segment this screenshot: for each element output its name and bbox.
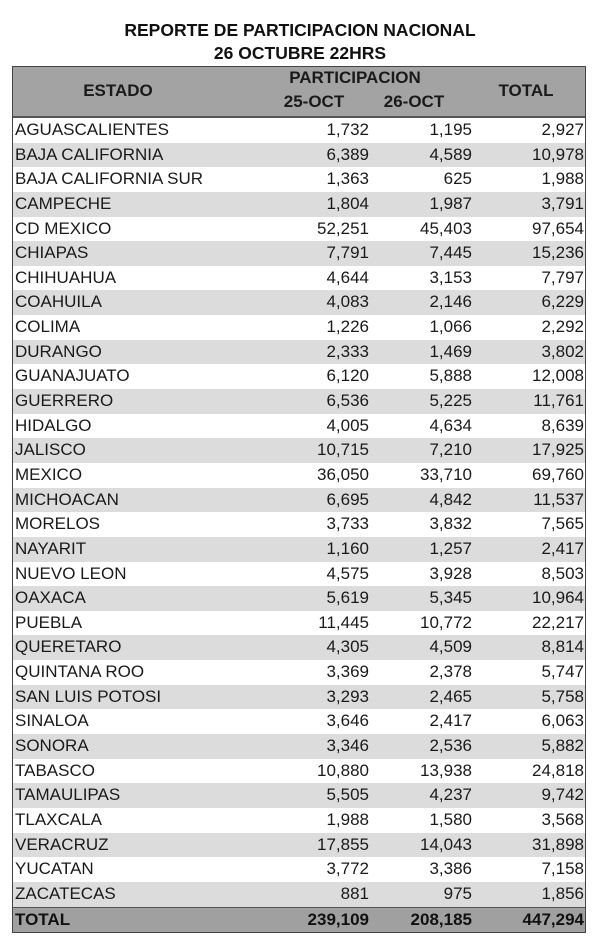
table-row bbox=[13, 463, 585, 488]
row-estado: AGUASCALIENTES bbox=[15, 120, 169, 139]
table-row bbox=[13, 364, 585, 389]
row-estado: PUEBLA bbox=[15, 612, 83, 632]
table-row bbox=[13, 586, 585, 611]
row-25-oct: 1,732 bbox=[326, 120, 369, 139]
row-total: 10,978 bbox=[532, 144, 584, 164]
row-26-oct: 4,842 bbox=[429, 489, 472, 509]
row-25-oct: 10,715 bbox=[317, 440, 369, 460]
row-25-oct: 36,050 bbox=[317, 464, 369, 484]
row-26-oct: 10,772 bbox=[420, 612, 472, 632]
row-total: 7,158 bbox=[541, 859, 584, 879]
row-26-oct: 5,888 bbox=[429, 366, 472, 386]
row-total: 15,236 bbox=[532, 243, 584, 263]
table-row bbox=[13, 882, 585, 907]
header-participacion: PARTICIPACION bbox=[289, 68, 421, 87]
row-total: 69,760 bbox=[532, 464, 584, 484]
row-estado: NAYARIT bbox=[15, 538, 87, 558]
row-26-oct: 4,237 bbox=[429, 785, 472, 805]
row-total: 8,639 bbox=[541, 415, 584, 435]
row-26-oct: 4,509 bbox=[429, 637, 472, 657]
row-total: 8,503 bbox=[541, 563, 584, 583]
table-row bbox=[13, 143, 585, 168]
row-25-oct: 52,251 bbox=[317, 218, 369, 238]
row-26-oct: 2,378 bbox=[429, 662, 472, 682]
row-25-oct: 6,536 bbox=[326, 391, 369, 411]
row-total: 8,814 bbox=[541, 637, 584, 657]
table-row bbox=[13, 340, 585, 365]
totals-row bbox=[13, 907, 585, 932]
row-total: 5,747 bbox=[541, 662, 584, 682]
table-body bbox=[13, 118, 585, 907]
row-total: 2,292 bbox=[541, 317, 584, 337]
row-total: 3,568 bbox=[541, 809, 584, 829]
table-row bbox=[13, 315, 585, 340]
row-25-oct: 7,791 bbox=[326, 243, 369, 263]
row-26-oct: 1,066 bbox=[429, 317, 472, 337]
row-estado: TAMAULIPAS bbox=[15, 785, 121, 805]
row-25-oct: 1,363 bbox=[326, 169, 369, 189]
row-26-oct: 3,832 bbox=[429, 514, 472, 534]
row-26-oct: 1,469 bbox=[429, 341, 472, 361]
row-total: 11,761 bbox=[533, 391, 584, 411]
table-row bbox=[13, 783, 585, 808]
row-26-oct: 45,403 bbox=[420, 218, 472, 238]
row-estado: YUCATAN bbox=[15, 859, 94, 879]
row-25-oct: 6,120 bbox=[326, 366, 369, 386]
header-estado: ESTADO bbox=[83, 81, 153, 100]
row-25-oct: 4,644 bbox=[326, 267, 369, 287]
row-estado: QUINTANA ROO bbox=[15, 662, 145, 682]
row-estado: GUERRERO bbox=[15, 391, 114, 411]
table-header bbox=[13, 67, 585, 118]
row-25-oct: 17,855 bbox=[317, 834, 369, 854]
row-total: 1,988 bbox=[541, 169, 584, 189]
table-row bbox=[13, 685, 585, 710]
row-25-oct: 1,804 bbox=[326, 193, 369, 213]
row-total: 9,742 bbox=[541, 785, 584, 805]
table-row bbox=[13, 167, 585, 192]
row-25-oct: 3,733 bbox=[326, 514, 369, 534]
row-25-oct: 4,083 bbox=[326, 292, 369, 312]
table-row bbox=[13, 512, 585, 537]
totals-25-oct: 239,109 bbox=[307, 909, 369, 929]
row-26-oct: 2,465 bbox=[429, 686, 472, 706]
report-title-line1: REPORTE DE PARTICIPACION NACIONAL bbox=[124, 20, 476, 40]
row-25-oct: 6,695 bbox=[326, 489, 369, 509]
participation-table bbox=[12, 66, 586, 933]
row-estado: VERACRUZ bbox=[15, 834, 109, 854]
row-26-oct: 2,536 bbox=[429, 736, 472, 756]
table-row bbox=[13, 192, 585, 217]
table-row bbox=[13, 808, 585, 833]
row-25-oct: 3,293 bbox=[326, 686, 369, 706]
row-total: 7,797 bbox=[541, 267, 584, 287]
row-25-oct: 1,160 bbox=[326, 538, 369, 558]
row-estado: QUERETARO bbox=[15, 637, 122, 657]
row-estado: GUANAJUATO bbox=[15, 366, 130, 386]
row-total: 6,229 bbox=[541, 292, 584, 312]
row-26-oct: 2,417 bbox=[429, 711, 472, 731]
row-26-oct: 1,195 bbox=[429, 120, 472, 139]
row-25-oct: 2,333 bbox=[326, 341, 369, 361]
row-total: 17,925 bbox=[532, 440, 584, 460]
row-25-oct: 5,619 bbox=[326, 588, 369, 608]
row-25-oct: 1,226 bbox=[326, 317, 369, 337]
table-row bbox=[13, 414, 585, 439]
row-26-oct: 1,257 bbox=[429, 538, 472, 558]
row-estado: NUEVO LEON bbox=[15, 563, 127, 583]
row-estado: BAJA CALIFORNIA SUR bbox=[15, 169, 203, 189]
report-title-line2: 26 OCTUBRE 22HRS bbox=[213, 43, 387, 63]
row-25-oct: 11,445 bbox=[318, 612, 369, 632]
row-26-oct: 4,589 bbox=[429, 144, 472, 164]
row-estado: CHIAPAS bbox=[15, 243, 89, 263]
row-total: 22,217 bbox=[532, 612, 584, 632]
row-total: 97,654 bbox=[532, 218, 584, 238]
totals-total: 447,294 bbox=[522, 909, 584, 929]
row-total: 10,964 bbox=[532, 588, 584, 608]
row-estado: TABASCO bbox=[15, 760, 95, 780]
row-26-oct: 2,146 bbox=[429, 292, 472, 312]
row-estado: CD MEXICO bbox=[15, 218, 112, 238]
row-25-oct: 6,389 bbox=[326, 144, 369, 164]
row-26-oct: 3,153 bbox=[429, 267, 472, 287]
row-25-oct: 10,880 bbox=[317, 760, 369, 780]
row-26-oct: 33,710 bbox=[420, 464, 472, 484]
table-row bbox=[13, 857, 585, 882]
table-row bbox=[13, 537, 585, 562]
table-row bbox=[13, 118, 585, 143]
table-row bbox=[13, 635, 585, 660]
header-25-oct: 25-OCT bbox=[283, 92, 345, 111]
table-row bbox=[13, 438, 585, 463]
row-25-oct: 4,005 bbox=[326, 415, 369, 435]
row-estado: OAXACA bbox=[15, 588, 86, 608]
totals-26-oct: 208,185 bbox=[410, 909, 472, 929]
row-total: 12,008 bbox=[532, 366, 584, 386]
table-row bbox=[13, 759, 585, 784]
row-25-oct: 881 bbox=[340, 883, 369, 903]
row-26-oct: 4,634 bbox=[429, 415, 472, 435]
table-row bbox=[13, 266, 585, 291]
row-25-oct: 3,346 bbox=[326, 736, 369, 756]
row-estado: JALISCO bbox=[15, 440, 86, 460]
row-26-oct: 5,225 bbox=[429, 391, 472, 411]
header-total: TOTAL bbox=[498, 81, 554, 100]
row-26-oct: 5,345 bbox=[429, 588, 472, 608]
row-total: 5,758 bbox=[541, 686, 584, 706]
row-26-oct: 3,928 bbox=[429, 563, 472, 583]
row-estado: BAJA CALIFORNIA bbox=[15, 144, 164, 164]
table-row bbox=[13, 734, 585, 759]
row-estado: DURANGO bbox=[15, 341, 102, 361]
table-row bbox=[13, 833, 585, 858]
row-estado: ZACATECAS bbox=[15, 883, 116, 903]
header-26-oct: 26-OCT bbox=[383, 92, 445, 111]
row-estado: SONORA bbox=[15, 736, 89, 756]
table-row bbox=[13, 660, 585, 685]
row-25-oct: 1,988 bbox=[326, 809, 369, 829]
table-row bbox=[13, 709, 585, 734]
row-estado: HIDALGO bbox=[15, 415, 92, 435]
table-row bbox=[13, 217, 585, 242]
row-total: 6,063 bbox=[541, 711, 584, 731]
row-estado: CAMPECHE bbox=[15, 193, 112, 213]
row-26-oct: 3,386 bbox=[429, 859, 472, 879]
row-25-oct: 3,369 bbox=[326, 662, 369, 682]
row-25-oct: 3,772 bbox=[326, 859, 369, 879]
row-total: 1,856 bbox=[541, 883, 584, 903]
row-estado: TLAXCALA bbox=[15, 809, 102, 829]
row-estado: MICHOACAN bbox=[15, 489, 119, 509]
row-total: 7,565 bbox=[541, 514, 584, 534]
row-26-oct: 625 bbox=[443, 169, 472, 189]
row-total: 2,927 bbox=[541, 120, 584, 139]
table-row bbox=[13, 488, 585, 513]
row-26-oct: 7,210 bbox=[429, 440, 472, 460]
row-26-oct: 1,987 bbox=[429, 193, 472, 213]
row-estado: COAHUILA bbox=[15, 292, 102, 312]
row-total: 31,898 bbox=[532, 834, 584, 854]
table-row bbox=[13, 611, 585, 636]
table-row bbox=[13, 241, 585, 266]
row-total: 24,818 bbox=[532, 760, 584, 780]
table-row bbox=[13, 290, 585, 315]
row-26-oct: 13,938 bbox=[420, 760, 472, 780]
row-estado: CHIHUAHUA bbox=[15, 267, 117, 287]
row-estado: SINALOA bbox=[15, 711, 89, 731]
totals-label: TOTAL bbox=[15, 909, 71, 929]
row-total: 3,791 bbox=[541, 193, 584, 213]
row-total: 3,802 bbox=[541, 341, 584, 361]
row-26-oct: 7,445 bbox=[429, 243, 472, 263]
row-26-oct: 14,043 bbox=[420, 834, 472, 854]
row-estado: SAN LUIS POTOSI bbox=[15, 686, 162, 706]
row-total: 2,417 bbox=[541, 538, 584, 558]
row-estado: COLIMA bbox=[15, 317, 81, 337]
row-26-oct: 975 bbox=[443, 883, 472, 903]
table-row bbox=[13, 562, 585, 587]
row-total: 11,537 bbox=[533, 489, 584, 509]
row-25-oct: 5,505 bbox=[326, 785, 369, 805]
row-estado: MEXICO bbox=[15, 464, 83, 484]
row-estado: MORELOS bbox=[15, 514, 101, 534]
table-row bbox=[13, 389, 585, 414]
row-25-oct: 4,575 bbox=[326, 563, 369, 583]
row-25-oct: 4,305 bbox=[326, 637, 369, 657]
row-total: 5,882 bbox=[541, 736, 584, 756]
row-26-oct: 1,580 bbox=[429, 809, 472, 829]
row-25-oct: 3,646 bbox=[326, 711, 369, 731]
